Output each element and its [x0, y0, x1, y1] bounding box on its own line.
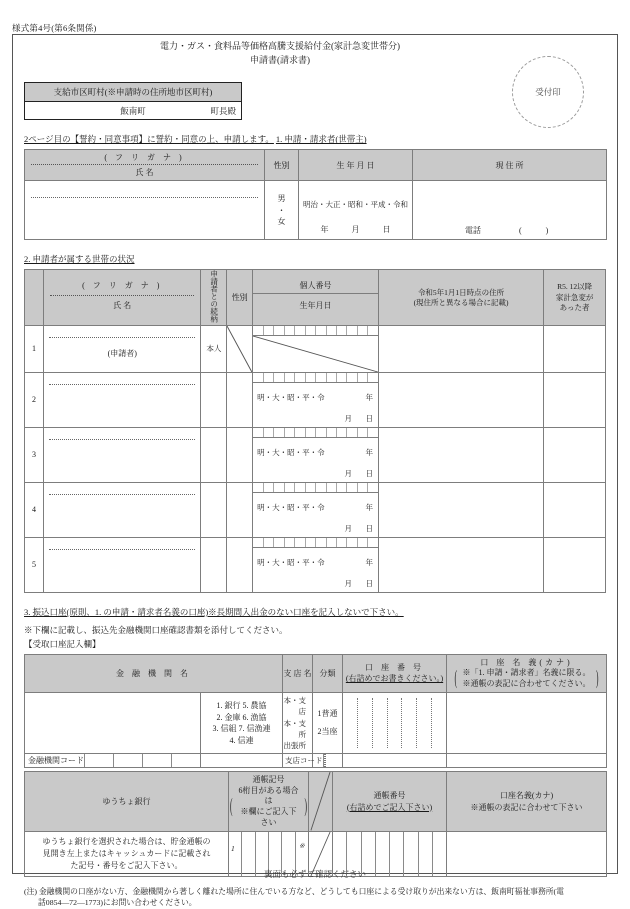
row-number: 3 — [25, 427, 44, 482]
section1-name-header — [25, 150, 265, 181]
household-mynumber-field[interactable] — [253, 427, 379, 482]
institution-type-4[interactable]: 4. 信連 — [229, 735, 254, 745]
bank-code-row — [25, 754, 607, 768]
branch-code-boxes[interactable] — [323, 754, 326, 767]
section3-subheading: 【受取口座記入欄】 — [24, 638, 101, 649]
municipality-box-body — [25, 102, 241, 119]
strikethrough-diagonal-icon — [227, 326, 252, 372]
month-label: 月 — [344, 468, 352, 478]
strikethrough-diagonal-icon — [253, 336, 378, 372]
yucho-instruction-line3: た記号・番号をご記入下さい。 — [70, 860, 183, 870]
mynumber-label: 個人番号 — [253, 278, 378, 294]
municipality-suffix: 町長殿 — [210, 106, 236, 117]
applicant-sex-field[interactable] — [265, 181, 299, 240]
municipality-box-header — [25, 83, 241, 103]
account-kind-current[interactable]: 2当座 — [317, 727, 338, 737]
era-options[interactable]: 明・大・昭・平・令 — [257, 392, 325, 402]
yucho-holder-header — [447, 772, 607, 831]
yucho-divider-cell — [309, 772, 333, 831]
furigana-label: ( フ リ ガ ナ ) — [104, 153, 185, 163]
section2-address-header — [378, 270, 543, 326]
account-holder-label: 口 座 名 義(カナ) — [480, 657, 573, 667]
household-dob-field[interactable] — [253, 548, 378, 592]
yucho-instruction-line2: 見開き左上またはキャッシュカードに記載され — [42, 848, 211, 858]
telephone-field[interactable] — [465, 225, 548, 236]
mynumber-boxes[interactable] — [253, 326, 378, 336]
yucho-holder-hint: ※通帳の表記に合わせて下さい — [470, 802, 583, 812]
day-label: 日 — [382, 225, 391, 235]
telephone-paren-close: ) — [545, 226, 549, 236]
dob-label: 生年月日 — [299, 300, 332, 310]
day-label: 日 — [365, 578, 373, 588]
household-sudden-change-field[interactable] — [544, 537, 606, 592]
household-address-field[interactable] — [378, 537, 543, 592]
telephone-label: 電話 — [465, 226, 481, 236]
name-label: 氏 名 — [135, 168, 154, 178]
year-label: 年 — [365, 502, 373, 512]
table-row — [25, 482, 606, 537]
yucho-number-header — [333, 772, 447, 831]
pledge-statement: 2ページ目の【誓約・同意事項】に誓約・同意の上、申請します。 — [24, 134, 274, 145]
household-name-field[interactable] — [44, 325, 201, 372]
year-label: 年 — [320, 225, 329, 235]
household-sudden-change-field[interactable] — [544, 482, 606, 537]
branch-name-label: 支 店 名 — [283, 668, 312, 678]
household-sudden-change-field[interactable] — [544, 427, 606, 482]
bank-input-row — [25, 693, 607, 754]
account-number-label: 口 座 番 号 — [365, 662, 424, 672]
table-header-row — [25, 270, 606, 326]
section2-name-header — [44, 270, 201, 326]
era-options[interactable]: 明・大・昭・平・令 — [257, 447, 325, 457]
account-number-hint: (右詰めでお書きください。) — [345, 674, 444, 684]
mynumber-boxes[interactable] — [253, 483, 378, 493]
telephone-paren-open: ( — [519, 226, 522, 236]
table-row — [25, 372, 606, 427]
section1-table — [24, 149, 607, 240]
table-header-row — [25, 654, 607, 692]
footer-note — [24, 886, 606, 909]
name-label: 氏 名 — [113, 300, 132, 310]
code-row-acctno-spacer — [343, 754, 447, 768]
household-relation-field[interactable] — [201, 537, 227, 592]
branch-type-1[interactable]: 本・支店 — [283, 696, 306, 717]
household-name-field[interactable] — [44, 482, 201, 537]
institution-name-label: 金 融 機 関 名 — [116, 668, 191, 678]
era-options[interactable]: 明治・大正・昭和・平成・令和 — [303, 200, 408, 210]
furigana-divider — [31, 164, 258, 165]
year-label: 年 — [365, 447, 373, 457]
month-label: 月 — [344, 413, 352, 423]
branch-name-field[interactable] — [283, 693, 313, 754]
household-sex-field[interactable] — [227, 482, 253, 537]
household-sudden-change-field[interactable] — [544, 325, 606, 372]
document-title-line2: 申請書(請求書) — [250, 54, 310, 65]
row-number: 2 — [25, 372, 44, 427]
household-dob-field — [253, 336, 378, 372]
institution-type-1[interactable]: 1. 銀行 5. 農協 — [216, 701, 267, 710]
sudden-line3: あった者 — [559, 302, 590, 312]
yucho-holder-label: 口座名義(カナ) — [499, 790, 554, 800]
municipality-box-header-text: 支給市区町村(※申請時の住所地市区町村) — [53, 86, 213, 97]
day-label: 日 — [365, 523, 373, 533]
footer-note-label: (注) — [24, 886, 37, 896]
diagonal-divider-icon — [309, 772, 332, 830]
yucho-symbol-prefix: 1 — [231, 843, 235, 853]
day-label: 日 — [365, 468, 373, 478]
household-address-field[interactable] — [378, 372, 543, 427]
household-sex-field[interactable] — [227, 537, 253, 592]
yucho-symbol-header — [229, 772, 309, 831]
form-content — [24, 40, 606, 909]
relation-value: 本人 — [206, 344, 222, 354]
month-label: 月 — [344, 578, 352, 588]
table-row — [25, 325, 606, 372]
yucho-bank-name-header: ゆうちょ銀行 — [25, 772, 229, 831]
footer-note-line2: 話0854―72―1773)にお問い合わせください。 — [38, 898, 197, 908]
year-label: 年 — [365, 557, 373, 567]
table-header-row — [25, 150, 607, 181]
mynumber-boxes[interactable] — [253, 428, 378, 438]
yucho-symbol-hint2: ※欄にご記入下さい — [240, 807, 297, 827]
account-number-boxes[interactable] — [343, 698, 446, 748]
applicant-dob-field[interactable] — [299, 181, 413, 240]
era-options[interactable]: 明・大・昭・平・令 — [257, 502, 325, 512]
applicant-marker: (申請者) — [107, 348, 137, 358]
day-label: 日 — [365, 413, 373, 423]
yucho-symbol-hint — [229, 786, 308, 829]
sudden-line2: 家計急変が — [555, 292, 594, 302]
section1-dob-header: 生 年 月 日 — [299, 150, 413, 181]
month-label: 月 — [344, 523, 352, 533]
account-number-header — [343, 654, 447, 692]
institution-code-boxes[interactable] — [84, 754, 200, 767]
section2-row-number-header — [25, 270, 44, 326]
row-number: 1 — [25, 325, 44, 372]
mynumber-boxes[interactable] — [253, 373, 378, 383]
section1-sex-header: 性別 — [265, 150, 299, 181]
era-options[interactable]: 明・大・昭・平・令 — [257, 557, 325, 567]
section2-mynumber-header — [253, 270, 379, 326]
household-mynumber-field[interactable] — [253, 482, 379, 537]
section3-heading: 3. 振込口座(原則、1. の申請・請求者名義の口座)※長期間入出金のない口座を記入しないで下さい。 — [24, 606, 404, 617]
mynumber-boxes[interactable] — [253, 538, 378, 548]
row-number: 5 — [25, 537, 44, 592]
institution-type-options[interactable] — [201, 693, 283, 754]
household-name-field[interactable] — [44, 372, 201, 427]
footer-note-line1: 金融機関の口座がない方、金融機関から著しく離れた場所に住んでいる方など、どうしても口座による受け取りが出来ない方は、飯南町福祉事務所(電 — [38, 886, 564, 896]
branch-code-label: 支店コード — [285, 756, 323, 766]
receipt-stamp-circle — [512, 56, 584, 128]
branch-name-header — [283, 654, 313, 692]
section2-sudden-change-header — [544, 270, 606, 326]
account-holder-field[interactable] — [447, 693, 607, 754]
yucho-number-hint: (右詰めでご記入下さい) — [346, 802, 433, 812]
sex-male[interactable]: 男 — [277, 193, 286, 203]
account-holder-notes — [454, 668, 600, 690]
household-name-field[interactable] — [44, 537, 201, 592]
yucho-symbol-mark: ※ — [298, 841, 305, 850]
household-address-field[interactable] — [378, 482, 543, 537]
table-row — [25, 427, 606, 482]
furigana-label: ( フ リ ガ ナ ) — [82, 280, 163, 290]
yucho-number-label: 通帳番号 — [373, 790, 406, 800]
applicant-address-field[interactable] — [413, 181, 607, 240]
account-holder-note2: ※通帳の表記に合わせてください。 — [462, 679, 591, 689]
household-dob-field[interactable] — [253, 438, 378, 482]
address-header-line2: (現住所と異なる場合に記載) — [413, 297, 509, 307]
month-label: 月 — [351, 225, 360, 235]
household-sex-field — [227, 325, 253, 372]
address-header-line1: 令和5年1月1日時点の住所 — [417, 287, 505, 297]
household-relation-field[interactable] — [201, 482, 227, 537]
yucho-symbol-hint1: ( 6桁目がある場合は — [238, 785, 299, 806]
household-relation-field — [201, 325, 227, 372]
section1-input-row — [25, 181, 607, 240]
branch-type-3[interactable]: 出張所 — [283, 741, 306, 751]
year-label: 年 — [365, 392, 373, 402]
household-mynumber-field[interactable] — [253, 372, 379, 427]
table-row — [25, 537, 606, 592]
document-title — [24, 40, 606, 68]
municipality-name: 飯南町 — [120, 106, 146, 117]
yucho-account-table — [24, 771, 607, 876]
municipality-box — [24, 82, 242, 121]
institution-code-cell — [25, 754, 201, 768]
household-dob-field[interactable] — [253, 493, 378, 537]
document-title-line1: 電力・ガス・食料品等価格高騰支援給付金(家計急変世帯分) — [160, 41, 400, 51]
bank-account-table — [24, 654, 607, 768]
form-number: 様式第4号(第6条関係) — [12, 23, 97, 33]
row-number: 4 — [25, 482, 44, 537]
section1-heading: 1. 申請・請求者(世帯主) — [275, 134, 367, 145]
sudden-line1: R5. 12以降 — [557, 282, 593, 292]
account-kind-ordinary[interactable]: 1普通 — [317, 708, 338, 718]
household-sudden-change-field[interactable] — [544, 372, 606, 427]
household-sex-field[interactable] — [227, 427, 253, 482]
sex-female[interactable]: 女 — [277, 217, 286, 227]
account-kind-header: 分類 — [313, 654, 343, 692]
household-address-field[interactable] — [378, 427, 543, 482]
section1-address-header: 現 住 所 — [413, 150, 607, 181]
branch-type-2[interactable]: 本・支所 — [283, 718, 306, 739]
institution-type-2[interactable]: 2. 金庫 6. 漁協 — [216, 712, 267, 722]
section2-sex-header: 性別 — [227, 270, 253, 326]
yucho-instruction-line1: ゆうちょ銀行を選択された場合は、貯金通帳の — [42, 836, 211, 846]
institution-name-header — [25, 654, 283, 692]
table-header-row — [25, 772, 607, 831]
household-dob-field[interactable] — [253, 383, 378, 427]
code-row-holder-spacer — [447, 754, 607, 768]
institution-code-label: 金融機関コード — [28, 756, 84, 766]
sex-options — [265, 193, 298, 228]
household-relation-field[interactable] — [201, 372, 227, 427]
account-number-field[interactable] — [343, 693, 447, 754]
applicant-name-field[interactable] — [25, 181, 265, 240]
household-address-field[interactable] — [378, 325, 543, 372]
household-name-field[interactable] — [44, 427, 201, 482]
household-mynumber-field — [253, 325, 379, 372]
household-mynumber-field[interactable] — [253, 537, 379, 592]
relation-label: 申請者との続柄 — [209, 270, 219, 323]
account-holder-header — [447, 654, 607, 692]
household-relation-field[interactable] — [201, 427, 227, 482]
section2-table — [24, 269, 606, 593]
institution-type-3[interactable]: 3. 信組 7. 信漁連 — [212, 724, 271, 734]
household-sex-field[interactable] — [227, 372, 253, 427]
account-holder-note1: ( ※「1. 申請・請求者」名義に限る。 — [462, 668, 591, 678]
receipt-stamp-label: 受付印 — [535, 87, 561, 97]
institution-name-field[interactable] — [25, 693, 201, 754]
account-kind-field[interactable] — [313, 693, 343, 754]
yucho-symbol-label: 通帳記号 — [252, 775, 285, 785]
section2-heading: 2. 申請者が属する世帯の状況 — [24, 254, 135, 265]
back-side-reminder: 裏面も必ずご確認ください — [263, 869, 366, 879]
section2-relation-header — [201, 270, 227, 326]
sex-separator: ・ — [277, 205, 286, 215]
institution-code-spacer — [201, 754, 283, 768]
section3-note: ※下欄に記載し、振込先金融機関口座確認書類を添付してください。 — [24, 624, 288, 635]
branch-code-cell — [283, 754, 323, 768]
